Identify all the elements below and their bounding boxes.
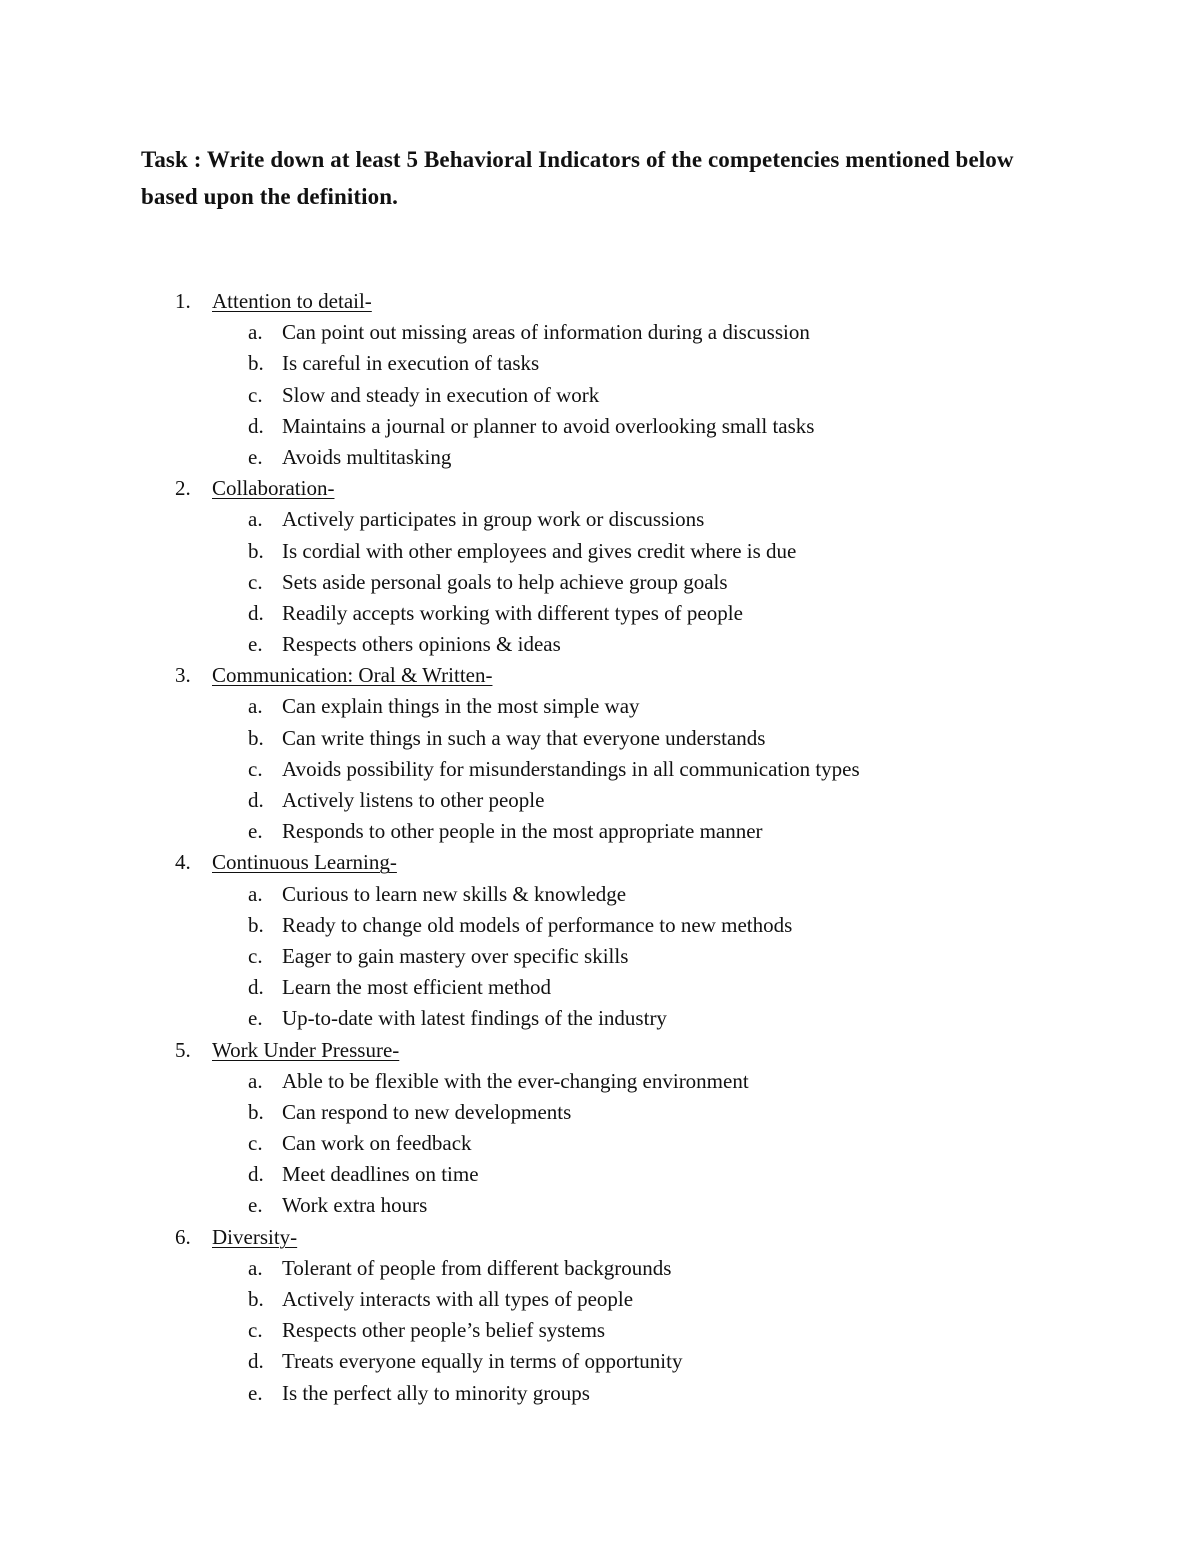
competency-item xyxy=(0,660,1200,847)
competency-name: Collaboration- xyxy=(212,476,335,501)
indicator-item xyxy=(0,723,1200,754)
indicator-text: Actively listens to other people xyxy=(282,788,545,812)
indicator-text: Can work on feedback xyxy=(282,1131,472,1156)
indicator-letter: a. xyxy=(248,1255,263,1280)
indicator-letter: d. xyxy=(248,1162,264,1187)
indicator-item xyxy=(0,1128,1200,1159)
indicator-item xyxy=(0,504,1200,535)
competency-name: Work Under Pressure- xyxy=(212,1037,400,1062)
indicator-letter: e. xyxy=(248,1380,263,1405)
indicator-list xyxy=(0,1253,1200,1409)
competency-number: 4. xyxy=(175,850,191,875)
competency-heading xyxy=(0,473,1200,504)
indicator-text: Respects others opinions & ideas xyxy=(282,632,561,657)
indicator-item xyxy=(0,567,1200,598)
competency-item xyxy=(0,1035,1200,1222)
indicator-item xyxy=(0,972,1200,1003)
indicator-text: Can explain things in the most simple way xyxy=(282,694,640,719)
indicator-letter: b. xyxy=(248,725,264,750)
indicator-text: Respects other people’s belief systems xyxy=(282,1318,606,1343)
indicator-list xyxy=(0,691,1200,847)
competency-heading xyxy=(0,1222,1200,1253)
indicator-item xyxy=(0,317,1200,348)
indicator-text: Actively participates in group work or discussions xyxy=(282,507,705,532)
indicator-letter: a. xyxy=(248,694,263,719)
indicator-letter: e. xyxy=(248,819,263,844)
indicator-text: Avoids possibility for misunderstandings in all communication types xyxy=(282,756,860,781)
indicator-item xyxy=(0,1346,1200,1377)
indicator-letter: a. xyxy=(248,320,263,345)
competency-number: 5. xyxy=(175,1037,191,1062)
indicator-letter: c. xyxy=(248,1131,263,1156)
competency-name: Attention to detail- xyxy=(212,289,372,313)
competency-item xyxy=(0,286,1200,473)
competency-list xyxy=(0,286,1200,1409)
indicator-letter: d. xyxy=(248,1349,264,1374)
indicator-text: Curious to learn new skills & knowledge xyxy=(282,881,627,906)
indicator-text: Work extra hours xyxy=(282,1193,428,1218)
indicator-item xyxy=(0,816,1200,847)
indicator-text: Ready to change old models of performance to new methods xyxy=(282,912,793,937)
indicator-text: Up-to-date with latest findings of the industry xyxy=(282,1006,667,1031)
indicator-letter: a. xyxy=(248,881,263,906)
indicator-letter: e. xyxy=(248,1006,263,1031)
indicator-text: Responds to other people in the most appropriate manner xyxy=(282,819,763,844)
indicator-letter: d. xyxy=(248,600,264,625)
indicator-item xyxy=(0,879,1200,910)
indicator-item xyxy=(0,910,1200,941)
competency-number: 2. xyxy=(175,476,191,501)
indicator-item xyxy=(0,598,1200,629)
indicator-item xyxy=(0,1284,1200,1315)
indicator-text: Readily accepts working with different types of people xyxy=(282,600,743,625)
indicator-list xyxy=(0,879,1200,1035)
indicator-text: Can respond to new developments xyxy=(282,1099,572,1124)
competency-item xyxy=(0,473,1200,660)
competency-number: 1. xyxy=(175,289,191,313)
indicator-text: Maintains a journal or planner to avoid overlooking small tasks xyxy=(282,413,815,438)
indicator-letter: b. xyxy=(248,912,264,937)
indicator-letter: b. xyxy=(248,1099,264,1124)
indicator-letter: e. xyxy=(248,1193,263,1218)
indicator-item xyxy=(0,442,1200,473)
indicator-list xyxy=(0,504,1200,660)
competency-heading xyxy=(0,847,1200,878)
competency-item xyxy=(0,1222,1200,1409)
task-title: Task : Write down at least 5 Behavioral Indicators of the competencies mentioned below based upon the definition. xyxy=(141,147,1014,209)
indicator-letter: c. xyxy=(248,756,263,781)
indicator-text: Tolerant of people from different backgrounds xyxy=(282,1255,672,1280)
competency-number: 3. xyxy=(175,663,191,688)
indicator-item xyxy=(0,1378,1200,1409)
indicator-item xyxy=(0,348,1200,379)
indicator-text: Avoids multitasking xyxy=(282,444,452,469)
indicator-item xyxy=(0,785,1200,816)
indicator-item xyxy=(0,411,1200,442)
competency-heading xyxy=(0,660,1200,691)
indicator-item xyxy=(0,1003,1200,1034)
competency-number: 6. xyxy=(175,1224,191,1249)
indicator-text: Able to be flexible with the ever-changing environment xyxy=(282,1068,749,1093)
indicator-item xyxy=(0,536,1200,567)
indicator-letter: c. xyxy=(248,382,263,407)
indicator-text: Learn the most efficient method xyxy=(282,975,552,1000)
indicator-text: Eager to gain mastery over specific skills xyxy=(282,943,629,968)
indicator-item xyxy=(0,629,1200,660)
indicator-letter: b. xyxy=(248,351,264,376)
indicator-list xyxy=(0,317,1200,473)
indicator-text: Is careful in execution of tasks xyxy=(282,351,540,376)
indicator-letter: d. xyxy=(248,788,264,812)
indicator-text: Can point out missing areas of information during a discussion xyxy=(282,320,810,345)
indicator-item xyxy=(0,1315,1200,1346)
indicator-item xyxy=(0,1253,1200,1284)
indicator-text: Is cordial with other employees and gives credit where is due xyxy=(282,538,797,563)
indicator-item xyxy=(0,691,1200,722)
indicator-item xyxy=(0,1066,1200,1097)
competency-name: Continuous Learning- xyxy=(212,850,397,875)
indicator-text: Slow and steady in execution of work xyxy=(282,382,600,407)
indicator-item xyxy=(0,380,1200,411)
indicator-text: Treats everyone equally in terms of opportunity xyxy=(282,1349,683,1374)
indicator-item xyxy=(0,754,1200,785)
indicator-letter: a. xyxy=(248,1068,263,1093)
indicator-text: Actively interacts with all types of people xyxy=(282,1287,634,1311)
competency-heading xyxy=(0,286,1200,317)
indicator-letter: d. xyxy=(248,413,264,438)
indicator-text: Is the perfect ally to minority groups xyxy=(282,1380,590,1405)
indicator-text: Meet deadlines on time xyxy=(282,1162,479,1187)
competency-heading xyxy=(0,1035,1200,1066)
competency-item xyxy=(0,847,1200,1034)
indicator-item xyxy=(0,1159,1200,1190)
competency-name: Communication: Oral & Written- xyxy=(212,663,493,688)
competency-name: Diversity- xyxy=(212,1224,298,1249)
indicator-letter: b. xyxy=(248,1287,264,1311)
indicator-letter: c. xyxy=(248,943,263,968)
indicator-letter: c. xyxy=(248,1318,263,1343)
indicator-text: Can write things in such a way that everyone understands xyxy=(282,725,766,750)
indicator-letter: e. xyxy=(248,632,263,657)
indicator-list xyxy=(0,1066,1200,1222)
indicator-letter: d. xyxy=(248,975,264,1000)
indicator-item xyxy=(0,941,1200,972)
indicator-letter: c. xyxy=(248,569,263,594)
indicator-item xyxy=(0,1097,1200,1128)
indicator-letter: a. xyxy=(248,507,263,532)
indicator-letter: e. xyxy=(248,444,263,469)
indicator-letter: b. xyxy=(248,538,264,563)
indicator-text: Sets aside personal goals to help achieve group goals xyxy=(282,569,728,594)
indicator-item xyxy=(0,1190,1200,1221)
